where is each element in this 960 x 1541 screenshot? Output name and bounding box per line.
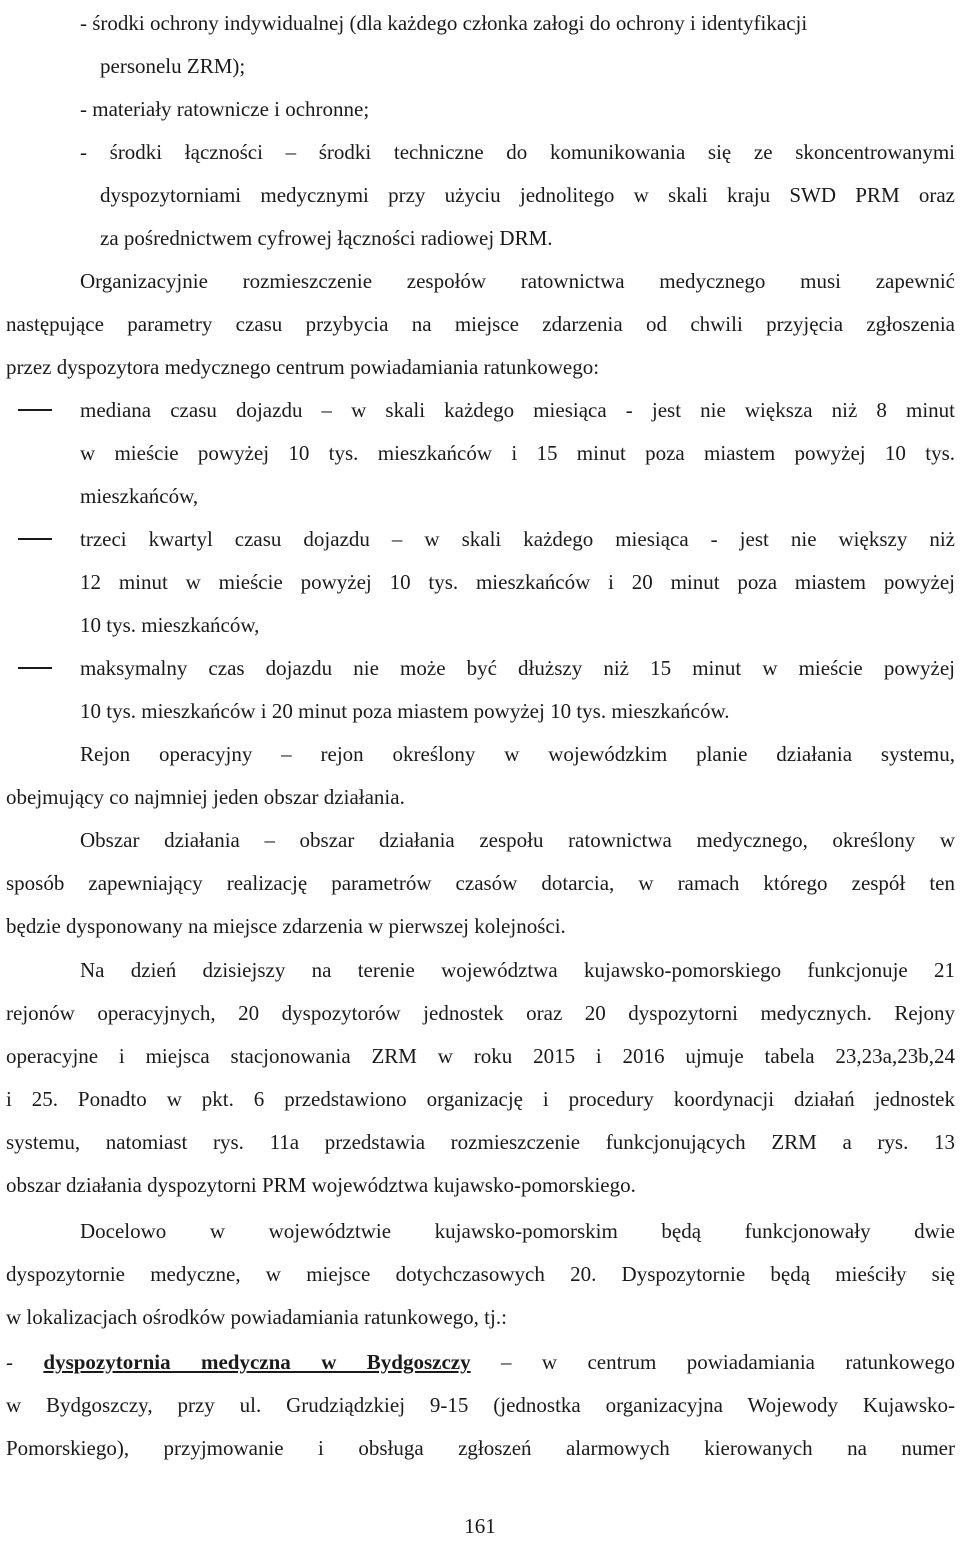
paragraph-line: rejonów operacyjnych, 20 dyspozytorów jednostek oraz 20 dyspozytorni medycznych. Rejony: [6, 1001, 955, 1025]
paragraph-line: następujące parametry czasu przybycia na miejsce zdarzenia od chwili przyjęcia zgłoszenia: [6, 312, 955, 336]
paragraph-line: w lokalizacjach ośrodków powiadamiania ratunkowego, tj.:: [6, 1305, 507, 1329]
dash-bullet: [18, 538, 52, 540]
paragraph-line: przez dyspozytora medycznego centrum powiadamiania ratunkowego:: [6, 355, 600, 379]
text-line: dyspozytorniami medycznymi przy użyciu jednolitego w skali kraju SWD PRM oraz: [100, 183, 955, 207]
paragraph-line: dyspozytornie medyczne, w miejsce dotychczasowych 20. Dyspozytornie będą mieściły się: [6, 1262, 955, 1286]
page-number: 161: [464, 1514, 496, 1538]
text-line: za pośrednictwem cyfrowej łączności radiowej DRM.: [100, 226, 553, 250]
dash-bullet: [18, 667, 52, 669]
text-line: - materiały ratownicze i ochronne;: [80, 97, 370, 121]
paragraph-line: Obszar działania – obszar działania zespołu ratownictwa medycznego, określony w: [80, 828, 955, 852]
bullet-line: 10 tys. mieszkańców,: [80, 613, 260, 637]
bullet-line: mieszkańców,: [80, 484, 199, 508]
paragraph-line: sposób zapewniający realizację parametrów czasów dotarcia, w ramach którego zespół ten: [6, 871, 955, 895]
paragraph-line: Na dzień dzisiejszy na terenie województwa kujawsko-pomorskiego funkcjonuje 21: [80, 958, 955, 982]
paragraph-line: obejmujący co najmniej jeden obszar działania.: [6, 785, 405, 809]
bullet-line: trzeci kwartyl czasu dojazdu – w skali każdego miesiąca - jest nie większy niż: [80, 527, 955, 551]
bullet-line: maksymalny czas dojazdu nie może być dłuższy niż 15 minut w mieście powyżej: [80, 656, 955, 680]
text-line: - środki łączności – środki techniczne do komunikowania się ze skoncentrowanymi: [80, 140, 955, 164]
paragraph-line: obszar działania dyspozytorni PRM województwa kujawsko-pomorskiego.: [6, 1173, 636, 1197]
text-line: - środki ochrony indywidualnej (dla każdego członka załogi do ochrony i identyfikacji: [80, 11, 808, 35]
paragraph-line: i 25. Ponadto w pkt. 6 przedstawiono organizację i procedury koordynacji działań jednostek: [6, 1087, 955, 1111]
dash-bullet: [18, 409, 52, 411]
paragraph-line: Docelowo w województwie kujawsko-pomorskim będą funkcjonowały dwie: [80, 1219, 955, 1243]
list-dash: -: [6, 1350, 44, 1374]
paragraph-line: będzie dysponowany na miejsce zdarzenia w pierwszej kolejności.: [6, 914, 566, 938]
bullet-line: mediana czasu dojazdu – w skali każdego miesiąca - jest nie większa niż 8 minut: [80, 398, 955, 422]
paragraph-line: w Bydgoszczy, przy ul. Grudziądzkiej 9-15 (jednostka organizacyjna Wojewody Kujawsko-: [6, 1393, 955, 1417]
text-line: personelu ZRM);: [100, 54, 246, 78]
paragraph-line: operacyjne i miejsca stacjonowania ZRM w roku 2015 i 2016 ujmuje tabela 23,23a,23b,24: [6, 1044, 955, 1068]
bydgoszcz-dispatch-heading: dyspozytornia medyczna w Bydgoszczy: [43, 1350, 471, 1374]
paragraph-line: Rejon operacyjny – rejon określony w wojewódzkim planie działania systemu,: [80, 742, 955, 766]
paragraph-line: Organizacyjnie rozmieszczenie zespołów ratownictwa medycznego musi zapewnić: [80, 269, 955, 293]
paragraph-line: Pomorskiego), przyjmowanie i obsługa zgłoszeń alarmowych kierowanych na numer: [6, 1436, 955, 1460]
paragraph-line: [6, 1347, 955, 1377]
bullet-line: w mieście powyżej 10 tys. mieszkańców i 15 minut poza miastem powyżej 10 tys.: [80, 441, 955, 465]
paragraph-line: systemu, natomiast rys. 11a przedstawia rozmieszczenie funkcjonujących ZRM a rys. 13: [6, 1130, 955, 1154]
bullet-line: 12 minut w mieście powyżej 10 tys. mieszkańców i 20 minut poza miastem powyżej: [80, 570, 955, 594]
bullet-line: 10 tys. mieszkańców i 20 minut poza miastem powyżej 10 tys. mieszkańców.: [80, 699, 730, 723]
paragraph-text: – w centrum powiadamiania ratunkowego: [470, 1350, 955, 1374]
